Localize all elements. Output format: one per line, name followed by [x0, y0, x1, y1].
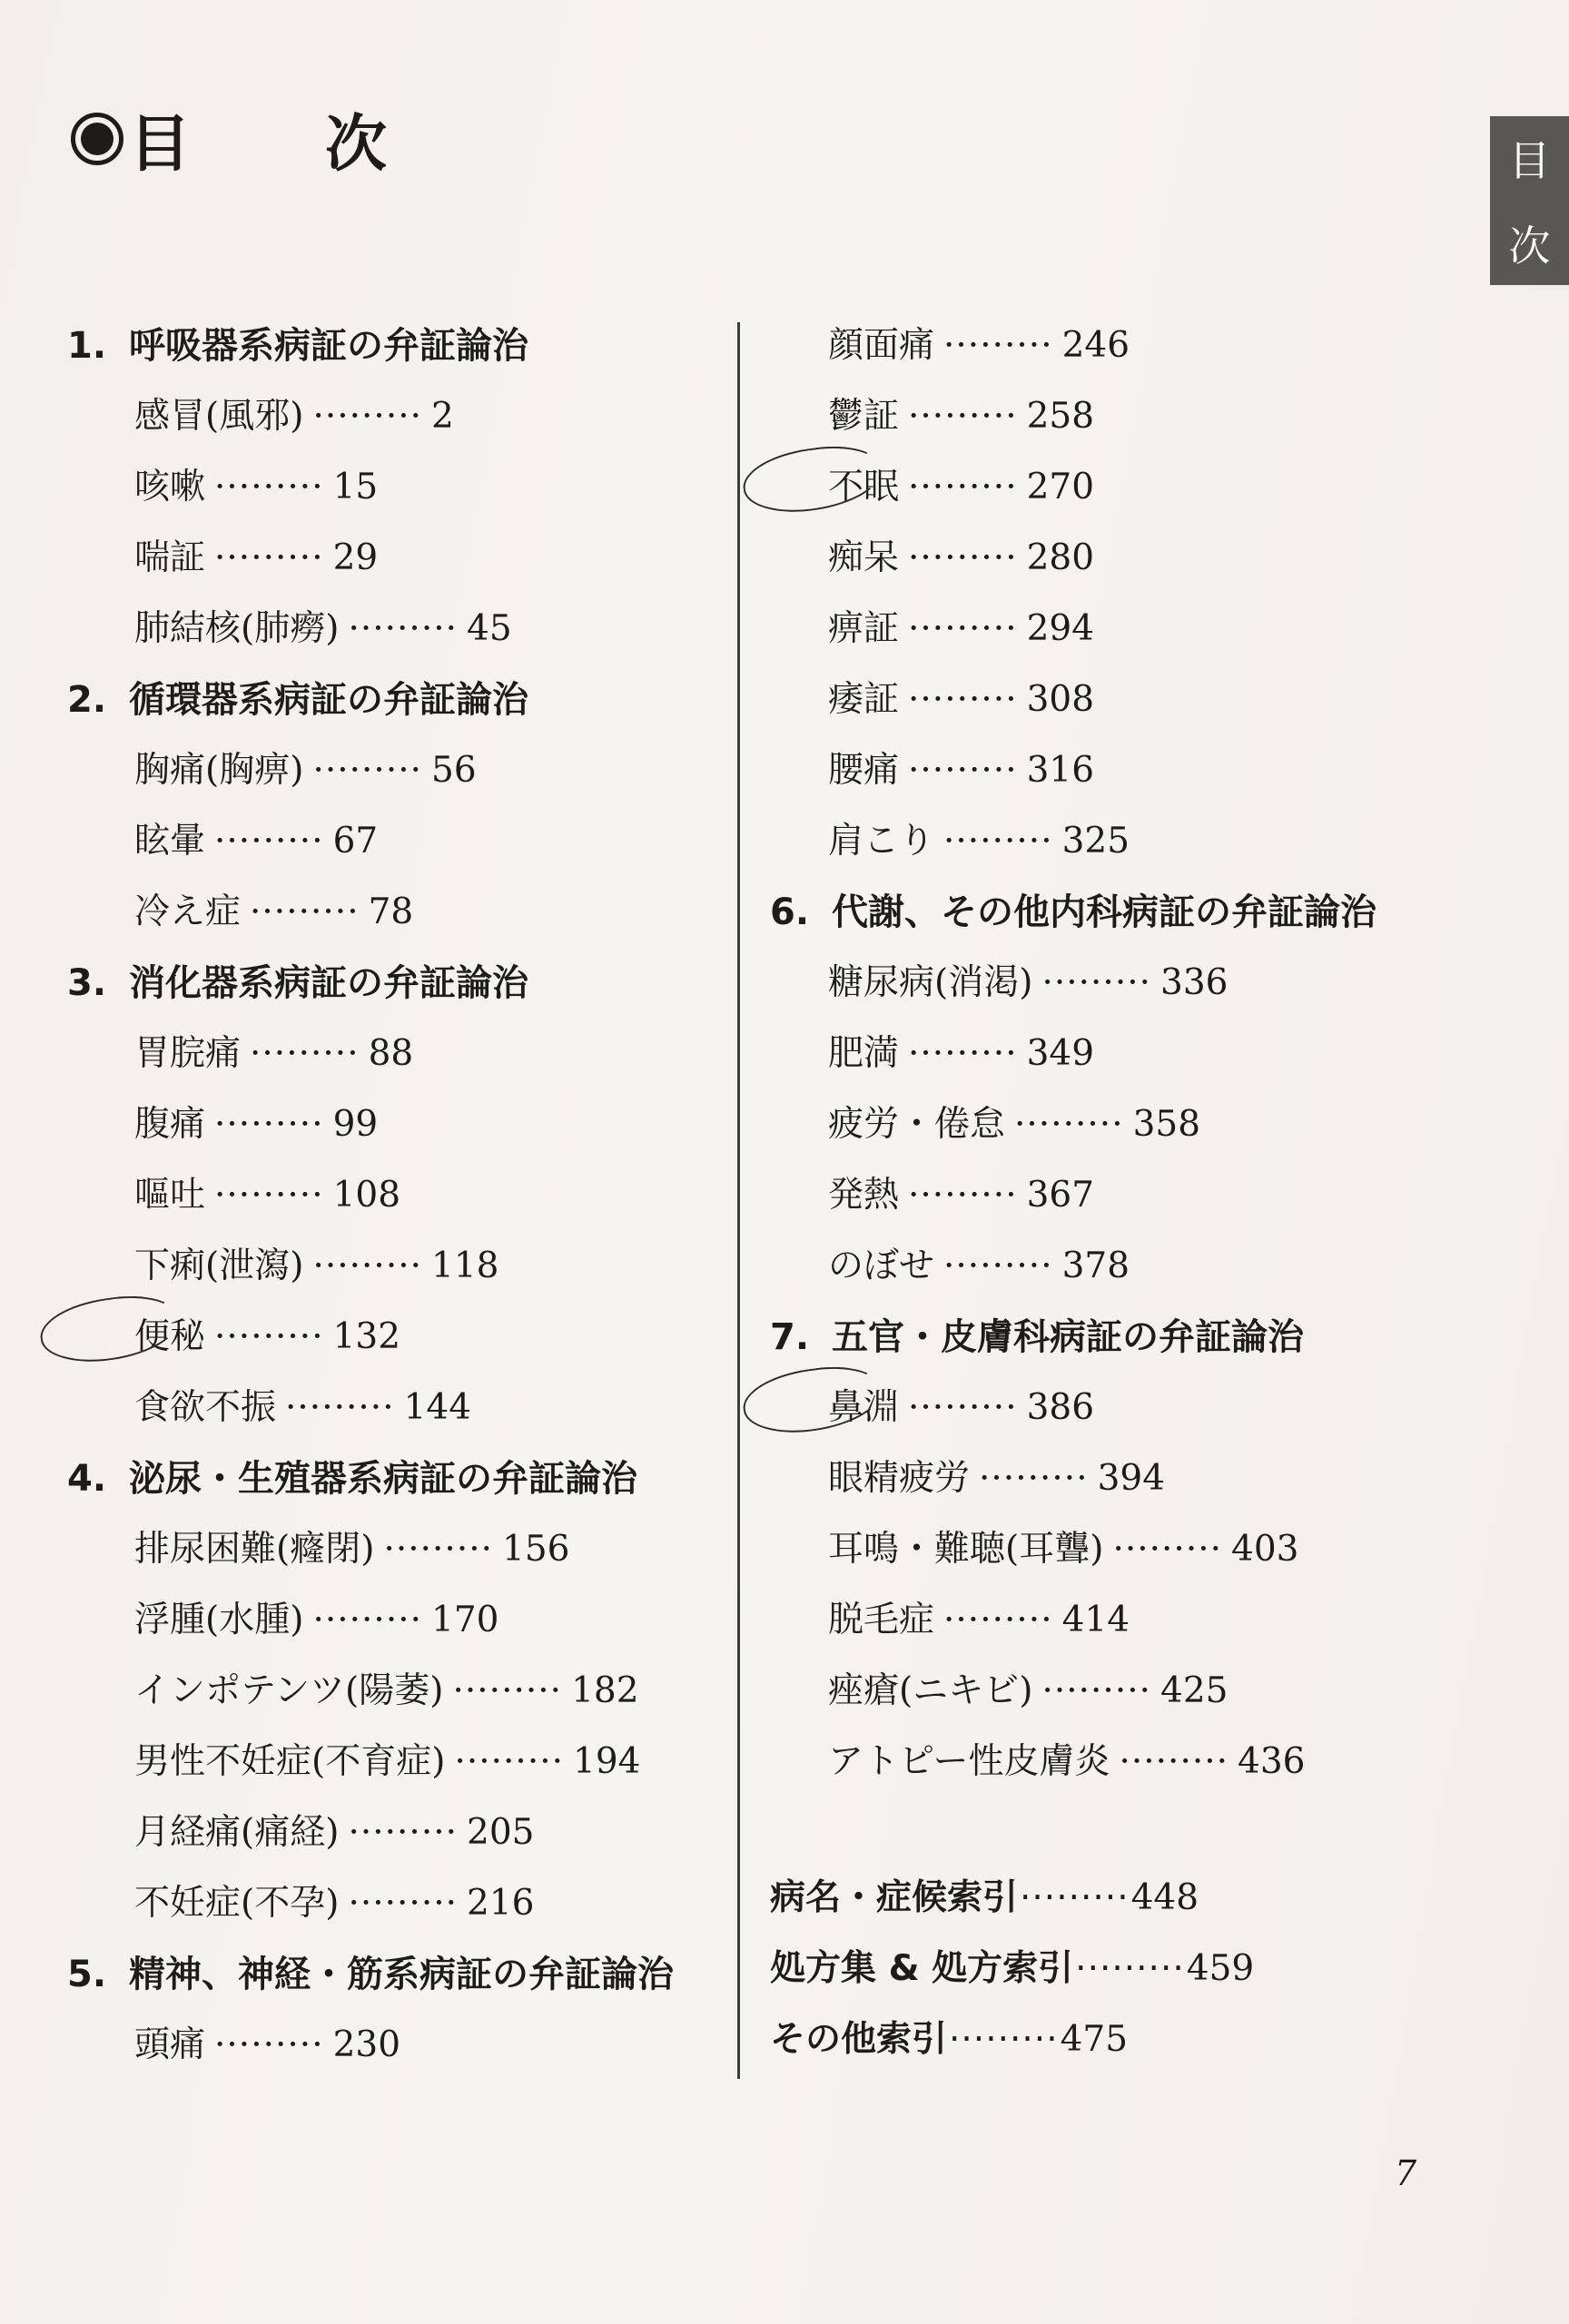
section-number: 7.	[770, 1316, 810, 1358]
leader-dots: ·········	[250, 1033, 360, 1074]
leader-dots: ·········	[1075, 1948, 1185, 1989]
leader-dots: ·········	[214, 467, 324, 507]
toc-entry	[770, 1089, 1478, 1160]
entry-page: 394	[1097, 1458, 1166, 1499]
leader-dots: ·········	[943, 1246, 1053, 1286]
leader-dots: ·········	[908, 467, 1018, 507]
section-heading	[67, 310, 721, 381]
section-heading	[770, 877, 1478, 948]
pencil-circle-mark	[739, 439, 886, 520]
leader-dots: ·········	[348, 608, 459, 649]
leader-dots: ·········	[908, 396, 1018, 437]
toc-entry	[67, 806, 721, 877]
section-heading	[770, 1302, 1478, 1373]
entry-title: 不妊症(不孕)	[134, 1883, 340, 1924]
leader-dots: ·········	[214, 1316, 324, 1357]
leader-dots: ·········	[348, 1812, 459, 1853]
entry-page: 15	[332, 467, 379, 507]
leader-dots: ·········	[908, 679, 1018, 720]
entry-page: 425	[1160, 1670, 1229, 1711]
entry-page: 280	[1026, 537, 1095, 578]
index-list	[770, 1863, 1478, 2075]
leader-dots: ·········	[452, 1670, 563, 1711]
leader-dots: ·········	[943, 1600, 1053, 1640]
entry-title: 痤瘡(ニキビ)	[828, 1670, 1033, 1711]
toc-entry	[770, 1585, 1478, 1656]
entry-page: 414	[1061, 1600, 1130, 1640]
entry-page: 144	[403, 1387, 472, 1428]
entry-title: 鬱証	[828, 396, 900, 437]
left-column	[67, 310, 721, 2081]
entry-title: インポテンツ(陽萎)	[134, 1670, 444, 1711]
toc-entry	[770, 1019, 1478, 1089]
toc-entry	[67, 1160, 721, 1231]
section-title: 消化器系病証の弁証論治	[129, 962, 528, 1004]
toc-entry	[67, 594, 721, 665]
index-title: その他索引	[770, 2019, 948, 2060]
leader-dots: ·········	[312, 396, 423, 437]
entry-title: 嘔吐	[134, 1175, 206, 1216]
entry-page: 325	[1061, 821, 1130, 862]
entry-title: 浮腫(水腫)	[134, 1600, 304, 1640]
entry-page: 182	[571, 1670, 639, 1711]
leader-dots: ·········	[1041, 1670, 1152, 1711]
entry-title: 腰痛	[828, 750, 900, 791]
index-page: 448	[1130, 1877, 1199, 1918]
leader-dots: ·········	[1119, 1741, 1229, 1782]
entry-page: 336	[1160, 962, 1229, 1003]
page-number: 7	[1395, 2153, 1417, 2193]
entry-title: 食欲不振	[134, 1387, 277, 1428]
bullseye-icon	[71, 113, 123, 165]
toc-entry	[770, 523, 1478, 594]
entry-page: 170	[431, 1600, 499, 1640]
leader-dots: ·········	[383, 1529, 494, 1570]
leader-dots: ·········	[908, 750, 1018, 791]
section-number: 4.	[67, 1458, 107, 1500]
entry-page: 230	[332, 2024, 401, 2065]
column-divider	[737, 322, 740, 2079]
entry-page: 270	[1026, 467, 1095, 507]
entry-page: 194	[573, 1741, 641, 1782]
toc-entry	[770, 594, 1478, 665]
entry-page: 205	[467, 1812, 535, 1853]
entry-title: 痹証	[828, 608, 900, 649]
entry-title: 月経痛(痛経)	[134, 1812, 340, 1853]
toc-entry	[770, 1160, 1478, 1231]
toc-entry	[67, 1585, 721, 1656]
leader-dots: ·········	[979, 1458, 1089, 1499]
entry-title: 咳嗽	[134, 467, 206, 507]
leader-dots: ·········	[250, 891, 360, 932]
section-heading	[67, 948, 721, 1019]
entry-page: 108	[332, 1175, 401, 1216]
entry-title: 発熱	[828, 1175, 900, 1216]
entry-title: 耳鳴・難聴(耳聾)	[828, 1529, 1104, 1570]
leader-dots: ·········	[214, 537, 324, 578]
entry-page: 316	[1026, 750, 1095, 791]
entry-title: 喘証	[134, 537, 206, 578]
index-entry	[770, 1863, 1478, 1934]
index-title: 病名・症候索引	[770, 1877, 1019, 1918]
page-title	[71, 98, 423, 180]
entry-title: 肺結核(肺癆)	[134, 608, 340, 649]
toc-entry	[67, 523, 721, 594]
toc-entry	[67, 1656, 721, 1727]
entry-title: 感冒(風邪)	[134, 396, 304, 437]
entry-title: 肩こり	[828, 821, 935, 862]
toc-entry	[67, 381, 721, 452]
pencil-circle-mark	[36, 1289, 183, 1370]
toc-entry	[67, 1019, 721, 1089]
toc-entry	[770, 1231, 1478, 1302]
toc-entry	[770, 1443, 1478, 1514]
entry-title: 脱毛症	[828, 1600, 935, 1640]
entry-title: 眼精疲労	[828, 1458, 971, 1499]
index-entry	[770, 2004, 1478, 2075]
section-number: 1.	[67, 325, 107, 367]
entry-page: 56	[431, 750, 477, 791]
entry-title: アトピー性皮膚炎	[828, 1741, 1110, 1782]
entry-title: 冷え症	[134, 891, 242, 932]
entry-title: 下痢(泄瀉)	[134, 1246, 304, 1286]
section-heading	[67, 665, 721, 735]
toc-entry	[67, 1373, 721, 1443]
toc-entry	[67, 735, 721, 806]
entry-page: 29	[332, 537, 379, 578]
leader-dots: ·········	[1014, 1104, 1124, 1145]
toc-entry	[67, 1231, 721, 1302]
entry-page: 45	[467, 608, 512, 649]
toc-entry	[770, 1656, 1478, 1727]
toc-entry	[67, 877, 721, 948]
section-number: 5.	[67, 1954, 107, 1995]
toc-entry	[770, 735, 1478, 806]
tab-char-1: 目	[1508, 136, 1551, 185]
section-title: 五官・皮膚科病証の弁証論治	[832, 1316, 1304, 1358]
entry-title: 疲労・倦怠	[828, 1104, 1006, 1145]
entry-page: 88	[368, 1033, 414, 1074]
section-heading	[67, 1939, 721, 2010]
toc-entry	[67, 1089, 721, 1160]
leader-dots: ·········	[214, 821, 324, 862]
entry-page: 78	[368, 891, 414, 932]
leader-dots: ·········	[943, 325, 1053, 366]
entry-title: のぼせ	[828, 1246, 935, 1286]
entry-page: 367	[1026, 1175, 1095, 1216]
entry-title: 不眠	[828, 467, 900, 507]
leader-dots: ·········	[908, 1387, 1018, 1428]
entry-title: 便秘	[134, 1316, 206, 1357]
entry-page: 118	[431, 1246, 499, 1286]
section-title: 循環器系病証の弁証論治	[129, 679, 528, 721]
entry-title: 痴呆	[828, 537, 900, 578]
entry-page: 308	[1026, 679, 1095, 720]
tab-char-2: 次	[1508, 222, 1551, 271]
index-page: 475	[1060, 2019, 1129, 2060]
leader-dots: ·········	[1020, 1877, 1130, 1918]
toc-entry	[770, 948, 1478, 1019]
toc-entry	[770, 381, 1478, 452]
leader-dots: ·········	[285, 1387, 395, 1428]
toc-entry	[770, 1727, 1478, 1797]
section-index-tab	[1490, 116, 1569, 285]
section-title: 精神、神経・筋系病証の弁証論治	[129, 1954, 674, 1995]
entry-page: 386	[1026, 1387, 1095, 1428]
toc-entry	[67, 2010, 721, 2081]
leader-dots: ·········	[908, 1175, 1018, 1216]
toc-entry	[67, 452, 721, 523]
toc-entry	[770, 806, 1478, 877]
leader-dots: ·········	[454, 1741, 565, 1782]
entry-page: 246	[1061, 325, 1130, 366]
section-title: 代謝、その他内科病証の弁証論治	[832, 891, 1377, 933]
entry-title: 胸痛(胸痹)	[134, 750, 304, 791]
toc-entry	[770, 1373, 1478, 1443]
toc-entry	[770, 310, 1478, 381]
entry-page: 294	[1026, 608, 1095, 649]
entry-title: 鼻淵	[828, 1387, 900, 1428]
section-title: 泌尿・生殖器系病証の弁証論治	[129, 1458, 637, 1500]
section-number: 3.	[67, 962, 107, 1004]
leader-dots: ·········	[943, 821, 1053, 862]
leader-dots: ·········	[908, 608, 1018, 649]
entry-page: 258	[1026, 396, 1095, 437]
entry-title: 眩暈	[134, 821, 206, 862]
entry-page: 67	[332, 821, 379, 862]
index-entry	[770, 1934, 1478, 2004]
entry-page: 349	[1026, 1033, 1095, 1074]
entry-page: 216	[467, 1883, 535, 1924]
right-column	[770, 310, 1478, 2075]
leader-dots: ·········	[908, 1033, 1018, 1074]
toc-entry	[770, 452, 1478, 523]
pencil-circle-mark	[739, 1360, 886, 1441]
entry-title: 腹痛	[134, 1104, 206, 1145]
section-title: 呼吸器系病証の弁証論治	[129, 325, 528, 367]
leader-dots: ·········	[312, 1600, 423, 1640]
toc-entry	[67, 1868, 721, 1939]
entry-page: 378	[1061, 1246, 1130, 1286]
index-page: 459	[1186, 1948, 1255, 1989]
section-heading	[67, 1443, 721, 1514]
entry-page: 436	[1238, 1741, 1306, 1782]
entry-title: 胃脘痛	[134, 1033, 242, 1074]
entry-title: 男性不妊症(不育症)	[134, 1741, 446, 1782]
entry-page: 358	[1132, 1104, 1201, 1145]
entry-page: 132	[332, 1316, 401, 1357]
section-number: 6.	[770, 891, 810, 933]
leader-dots: ·········	[312, 1246, 423, 1286]
leader-dots: ·········	[908, 537, 1018, 578]
entry-title: 糖尿病(消渇)	[828, 962, 1033, 1003]
entry-title: 頭痛	[134, 2024, 206, 2065]
entry-page: 403	[1231, 1529, 1299, 1570]
leader-dots: ·········	[949, 2019, 1059, 2060]
toc-entry	[67, 1727, 721, 1797]
entry-title: 排尿困難(癃閉)	[134, 1529, 375, 1570]
entry-title: 肥満	[828, 1033, 900, 1074]
toc-entry	[770, 1514, 1478, 1585]
entry-page: 156	[502, 1529, 570, 1570]
toc-entry	[770, 665, 1478, 735]
toc-entry	[67, 1514, 721, 1585]
toc-entry	[67, 1797, 721, 1868]
entry-title: 顔面痛	[828, 325, 935, 366]
entry-page: 2	[431, 396, 454, 437]
entry-page: 99	[332, 1104, 379, 1145]
leader-dots: ·········	[214, 1104, 324, 1145]
toc-entry	[67, 1302, 721, 1373]
leader-dots: ·········	[214, 2024, 324, 2065]
leader-dots: ·········	[348, 1883, 459, 1924]
leader-dots: ·········	[214, 1175, 324, 1216]
entry-title: 痿証	[828, 679, 900, 720]
leader-dots: ·········	[312, 750, 423, 791]
index-title: 処方集 & 処方索引	[770, 1948, 1074, 1989]
leader-dots: ·········	[1041, 962, 1152, 1003]
leader-dots: ·········	[1112, 1529, 1223, 1570]
page-title-text: 目 次	[129, 108, 424, 181]
section-number: 2.	[67, 679, 107, 721]
